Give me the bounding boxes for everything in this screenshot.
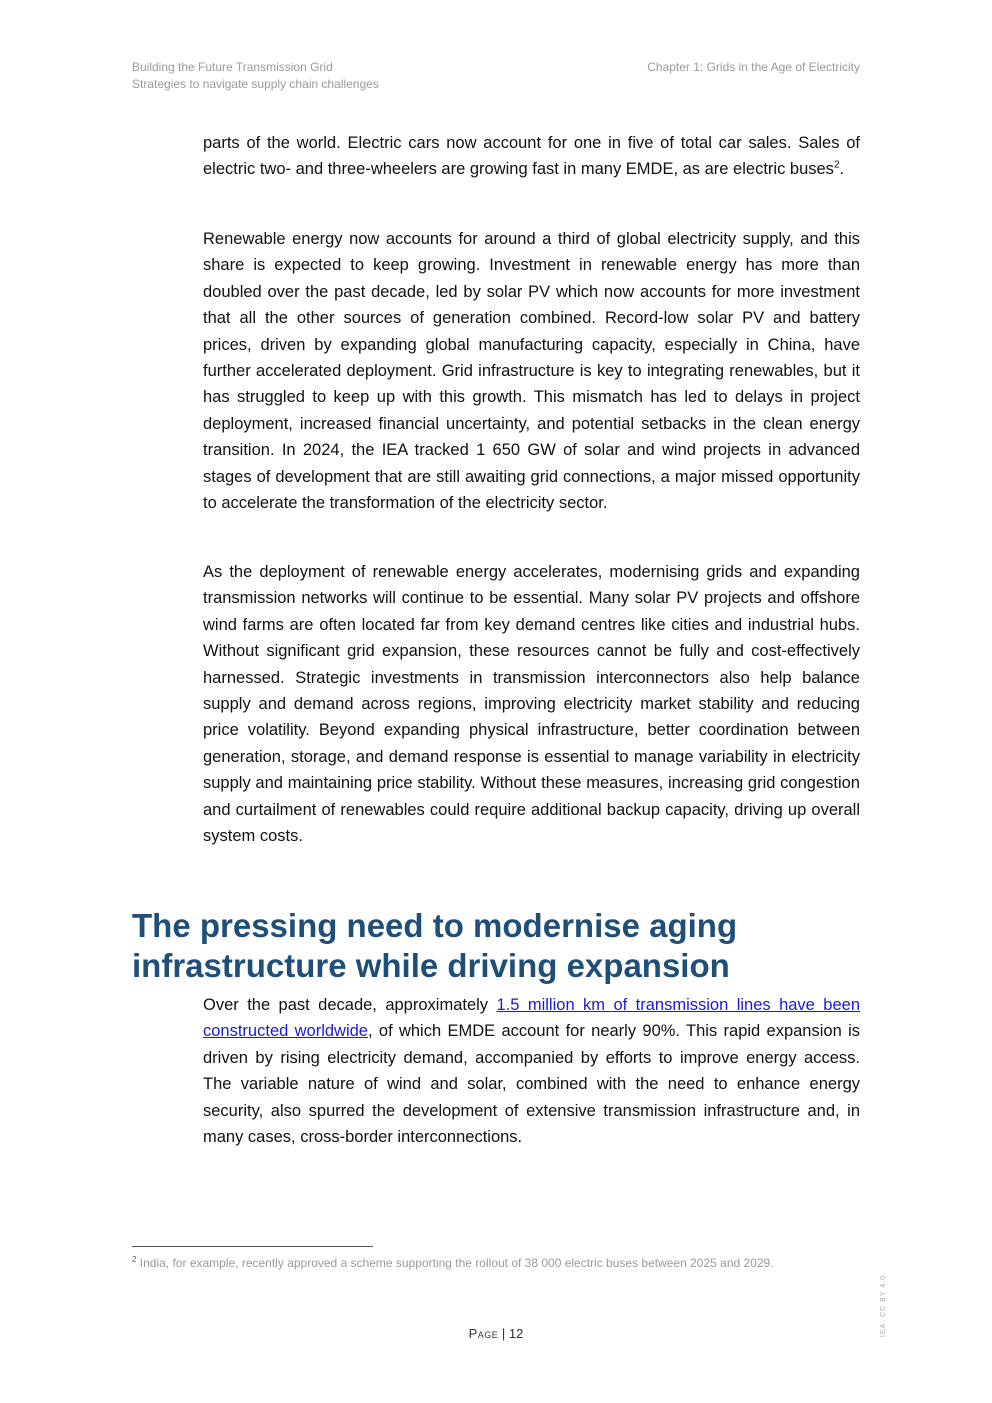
paragraph-3-text: As the deployment of renewable energy accelerates, modernising grids and expanding transmission networks will continue to be essential. Many solar PV projects and offshore wind farms are often located far from key demand centres like cities and industrial hubs. Without significant grid expansion, these resources cannot be fully and cost-effectively harnessed. Strategic investments in transmission interconnectors also help balance supply and demand across regions, improving electricity market stability and reducing price volatility. Beyond expanding physical infrastructure, better coordination between generation, storage, and demand response is essential to manage variability in electricity supply and maintaining price stability. Without these measures, increasing grid congestion and curtailment of renewables could require additional backup capacity, driving up overall system costs. — [203, 563, 860, 846]
paragraph-1-end: . — [839, 160, 845, 179]
paragraph-3 — [203, 559, 860, 849]
running-header-left — [132, 59, 379, 93]
page-number — [0, 1326, 992, 1341]
footnote — [132, 1255, 774, 1271]
report-title: Building the Future Transmission Grid — [132, 60, 333, 74]
page-separator: | — [498, 1326, 509, 1341]
footnote-text: India, for example, recently approved a scheme supporting the rollout of 38 000 electric buses between 2025 and 2029. — [136, 1256, 774, 1270]
paragraph-4-intro: Over the past decade, approximately — [203, 996, 497, 1014]
paragraph-1 — [203, 130, 860, 183]
footnote-marker: 2 — [132, 1255, 137, 1264]
paragraph-4-rest: , of which EMDE account for nearly 90%. This rapid expansion is driven by rising electricity demand, accompanied by efforts to improve energy access. The variable nature of wind and solar, combined with the need to enhance energy security, also spurred the development of extensive transmission infrastructure and, in many cases, cross-border interconnections. — [203, 1022, 860, 1147]
paragraph-4 — [203, 992, 860, 1150]
section-heading: The pressing need to modernise aging infrastructure while driving expansion — [132, 907, 738, 984]
report-subtitle: Strategies to navigate supply chain challenges — [132, 77, 379, 91]
footnote-reference[interactable]: 2 — [833, 159, 840, 171]
footnote-divider — [132, 1246, 373, 1247]
chapter-title: Chapter 1: Grids in the Age of Electricity — [647, 60, 860, 74]
page-number-value: 12 — [508, 1326, 524, 1341]
license-notice: IEA. CC BY 4.0. — [880, 1272, 887, 1338]
page-label: Page — [468, 1326, 499, 1341]
paragraph-1-text: parts of the world. Electric cars now account for one in five of total car sales. Sales of electric two- and three-wheelers are growing fast in many EMDE, as are electric buses — [203, 134, 860, 179]
transmission-lines-link[interactable]: 1.5 million km of transmission lines have been constructed worldwide — [203, 996, 861, 1041]
paragraph-2-text: Renewable energy now accounts for around a third of global electricity supply, and this share is expected to keep growing. Investment in renewable energy has more than doubled over the past decade, led by solar PV which now accounts for more investment that all the other sources of generation combined. Record-low solar PV and battery prices, driven by expanding global manufacturing capacity, especially in China, have further accelerated deployment. Grid infrastructure is key to integrating renewables, but it has struggled to keep up with this growth. This mismatch has led to delays in project deployment, increased financial uncertainty, and potential setbacks in the clean energy transition. In 2024, the IEA tracked 1 650 GW of solar and wind projects in advanced stages of development that are still awaiting grid connections, a major missed opportunity to accelerate the transformation of the electricity sector. — [203, 230, 860, 513]
paragraph-2 — [203, 226, 860, 516]
